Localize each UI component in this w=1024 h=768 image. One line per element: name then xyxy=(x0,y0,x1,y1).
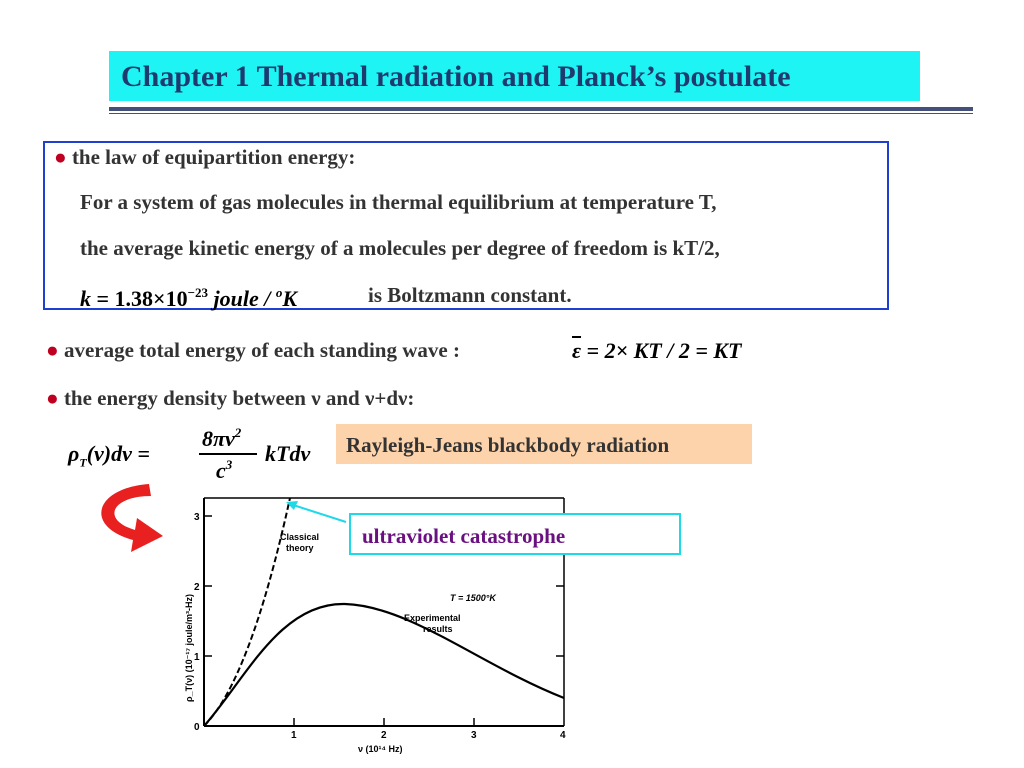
uv-catastrophe-label: ultraviolet catastrophe xyxy=(362,524,566,548)
y-tick-1: 1 xyxy=(194,652,200,663)
experimental-label-1: Experimental xyxy=(404,613,461,623)
uv-pointer-line xyxy=(290,504,346,522)
boltzmann-caption: is Boltzmann constant. xyxy=(368,283,572,307)
k-unit: joule / xyxy=(208,286,276,311)
definition-line-2: the average kinetic energy of a molecules per degree of freedom is kT/2, xyxy=(80,236,720,260)
bullet-icon: ● xyxy=(46,386,59,410)
temperature-label: T = 1500°K xyxy=(450,593,496,603)
x-tick-3: 3 xyxy=(471,730,477,741)
experimental-label-2: results xyxy=(423,624,453,634)
title-underline-thick xyxy=(109,107,973,111)
classical-theory-curve xyxy=(204,498,290,726)
rj-formula-tail: kTdν xyxy=(265,441,311,466)
experimental-curve xyxy=(204,604,564,726)
x-tick-1: 1 xyxy=(291,730,297,741)
rho-symbol: ρ xyxy=(68,441,80,466)
k-value: = 1.38×10 xyxy=(91,286,188,311)
rj-numerator xyxy=(202,425,241,452)
epsilon-bar: $\overline{\varepsilon}$ xyxy=(572,338,582,363)
standing-wave-formula xyxy=(572,338,741,364)
k-exponent: −23 xyxy=(187,285,208,300)
bullet-icon: ● xyxy=(46,338,59,362)
standing-wave-line xyxy=(46,338,460,363)
numerator-text: 8πν xyxy=(202,426,235,451)
rayleigh-jeans-label: Rayleigh-Jeans blackbody radiation xyxy=(346,433,670,457)
heading-text: the law of equipartition energy: xyxy=(71,145,356,169)
equipartition-heading xyxy=(54,145,355,170)
title-underline-thin xyxy=(109,113,973,114)
numerator-exponent: 2 xyxy=(234,425,242,440)
standing-wave-text: average total energy of each standing wave : xyxy=(63,338,460,362)
y-tick-3: 3 xyxy=(194,512,200,523)
rho-argument: (ν)dν = xyxy=(86,441,150,466)
classical-label-1: Classical xyxy=(280,532,320,542)
definition-line-1: For a system of gas molecules in thermal equilibrium at temperature T, xyxy=(80,190,717,214)
k-symbol: k xyxy=(80,286,91,311)
x-tick-2: 2 xyxy=(381,730,387,741)
classical-label-2: theory xyxy=(286,543,314,553)
page-title: Chapter 1 Thermal radiation and Planck’s postulate xyxy=(121,60,791,93)
bullet-icon: ● xyxy=(54,145,67,169)
y-axis-label: ρ_T(ν) (10⁻¹⁷ joule/m³-Hz) xyxy=(184,593,194,702)
kelvin-symbol: K xyxy=(282,286,298,311)
energy-expression: = 2× KT / 2 = KT xyxy=(581,338,742,363)
x-axis-label: ν (10¹⁴ Hz) xyxy=(358,744,403,754)
x-tick-4: 4 xyxy=(560,730,566,741)
x-ticks xyxy=(294,718,474,726)
uv-catastrophe-box xyxy=(349,513,681,555)
rj-formula-lhs xyxy=(68,441,150,470)
energy-density-text: the energy density between ν and ν+dν: xyxy=(63,386,415,410)
degree-symbol: o xyxy=(275,285,283,300)
rayleigh-jeans-label-box xyxy=(336,424,752,464)
rj-denominator xyxy=(216,457,232,484)
title-banner xyxy=(109,51,920,101)
denominator-exponent: 3 xyxy=(225,457,233,472)
denominator-text: c xyxy=(216,458,226,483)
y-tick-2: 2 xyxy=(194,582,200,593)
energy-density-line xyxy=(46,386,414,411)
rho-subscript: T xyxy=(79,455,87,470)
fraction-bar xyxy=(199,453,257,455)
y-tick-0: 0 xyxy=(194,722,200,733)
boltzmann-formula xyxy=(80,285,297,312)
